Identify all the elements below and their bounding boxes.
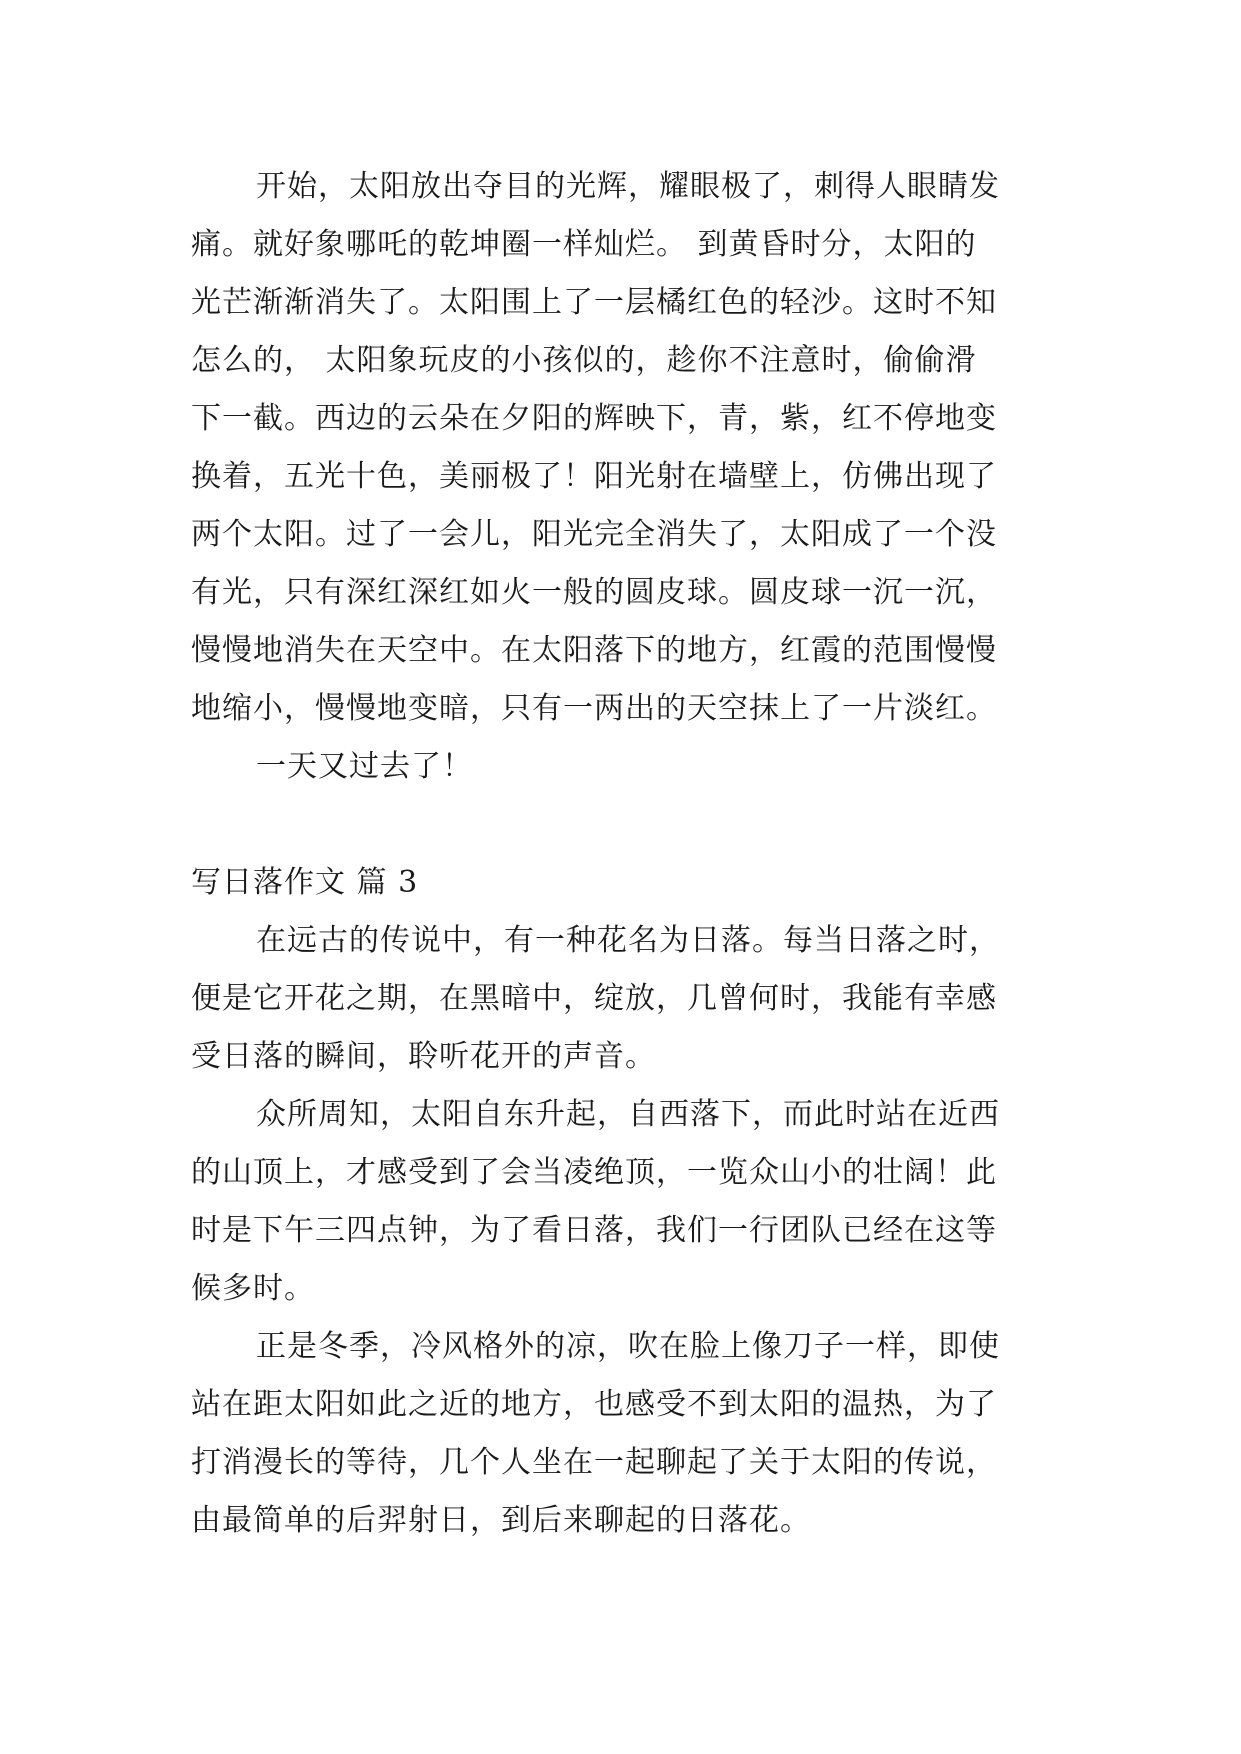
text-line: 地缩小，慢慢地变暗，只有一两出的天空抹上了一片淡红。 xyxy=(191,691,997,726)
paragraph-mountain-top xyxy=(191,1086,1071,1318)
section-heading: 写日落作文 篇 3 xyxy=(191,865,419,900)
text-line: 众所周知，太阳自东升起，自西落下，而此时站在近西 xyxy=(256,1097,1000,1132)
document-page xyxy=(191,158,1071,1550)
text-line: 正是冬季，冷风格外的凉，吹在脸上像刀子一样，即使 xyxy=(256,1329,1000,1364)
text-line: 痛。就好象哪吒的乾坤圈一样灿烂。 到黄昏时分，太阳的 xyxy=(191,227,977,262)
text-line: 站在距太阳如此之近的地方，也感受不到太阳的温热，为了 xyxy=(191,1387,997,1422)
text-line: 怎么的， 太阳象玩皮的小孩似的，趁你不注意时，偷偷滑 xyxy=(191,343,977,378)
section-spacer xyxy=(191,796,1071,854)
text-line: 一天又过去了！ xyxy=(256,749,473,784)
text-line: 光芒渐渐消失了。太阳围上了一层橘红色的轻沙。这时不知 xyxy=(191,285,997,320)
text-line: 开始，太阳放出夺目的光辉，耀眼极了，刺得人眼睛发 xyxy=(256,169,1000,204)
text-line: 便是它开花之期，在黑暗中，绽放，几曾何时，我能有幸感 xyxy=(191,981,997,1016)
paragraph-day-passed xyxy=(191,738,1071,796)
text-line: 由最简单的后羿射日，到后来聊起的日落花。 xyxy=(191,1503,811,1538)
text-line: 换着，五光十色，美丽极了！阳光射在墙壁上，仿佛出现了 xyxy=(191,459,997,494)
text-line: 慢慢地消失在天空中。在太阳落下的地方，红霞的范围慢慢 xyxy=(191,633,997,668)
text-line: 下一截。西边的云朵在夕阳的辉映下，青，紫，红不停地变 xyxy=(191,401,997,436)
text-line: 候多时。 xyxy=(191,1271,315,1306)
paragraph-legend xyxy=(191,912,1071,1086)
text-line: 在远古的传说中，有一种花名为日落。每当日落之时， xyxy=(256,923,1000,958)
text-line: 打消漫长的等待，几个人坐在一起聊起了关于太阳的传说， xyxy=(191,1445,997,1480)
text-line: 有光，只有深红深红如火一般的圆皮球。圆皮球一沉一沉， xyxy=(191,575,997,610)
text-line: 时是下午三四点钟，为了看日落，我们一行团队已经在这等 xyxy=(191,1213,997,1248)
text-line: 的山顶上，才感受到了会当凌绝顶，一览众山小的壮阔！此 xyxy=(191,1155,997,1190)
paragraph-winter-wait xyxy=(191,1318,1071,1550)
text-line: 受日落的瞬间，聆听花开的声音。 xyxy=(191,1039,656,1074)
paragraph-sunset-description xyxy=(191,158,1071,738)
text-line: 两个太阳。过了一会儿，阳光完全消失了，太阳成了一个没 xyxy=(191,517,997,552)
